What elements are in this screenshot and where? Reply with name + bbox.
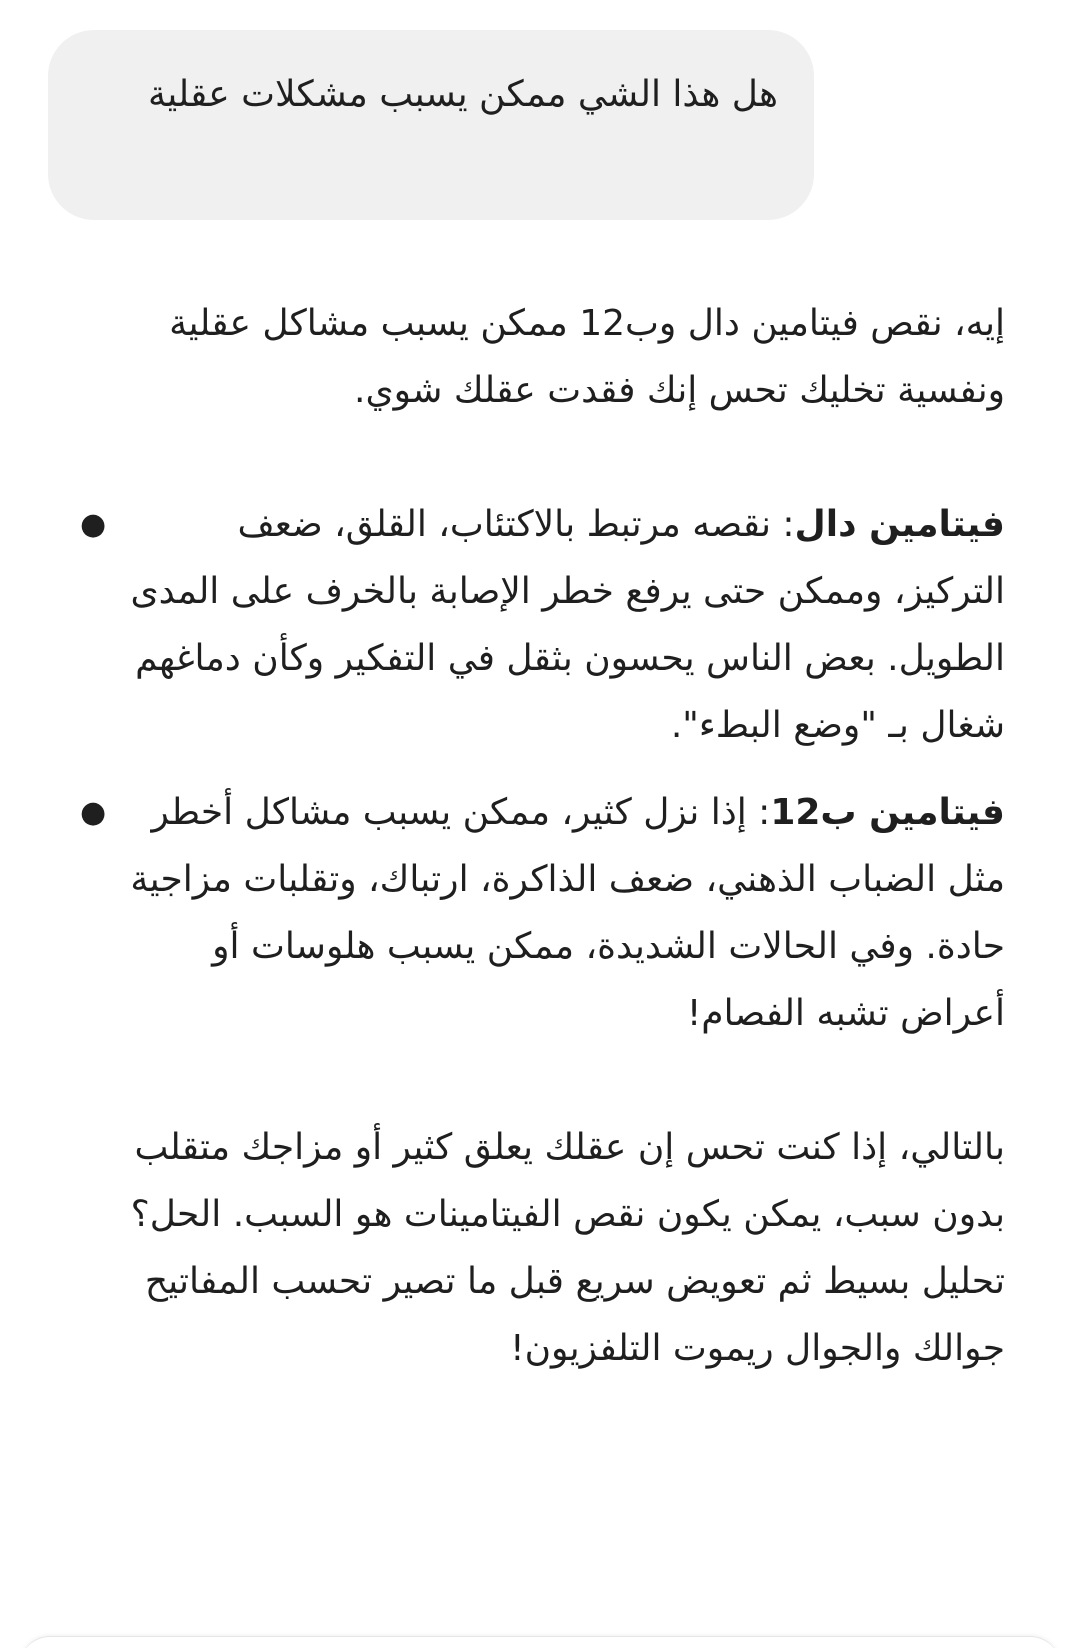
assistant-intro-paragraph: إيه، نقص فيتامين دال وب12 ممكن يسبب مشاكل عقلية ونفسية تخليك تحس إنك فقدت عقلك شوي.: [169, 303, 1005, 411]
assistant-conclusion-paragraph: بالتالي، إذا كنت تحس إن عقلك يعلق كثير أو مزاجك متقلب بدون سبب، يمكن يكون نقص الفيتامينات هو السبب. الحل؟ تحليل بسيط ثم تعويض سريع قبل ما تصير تحسب المفاتيح جوالك والجوال ريموت التلفزيون!: [130, 1127, 1005, 1369]
bullet-item-vitamin-b12: [80, 779, 1005, 1047]
bullet-item-vitamin-d: [80, 491, 1005, 759]
bullet-term: فيتامين دال: [794, 504, 1005, 545]
bullet-dot-icon: ●: [80, 507, 107, 542]
bullet-term: فيتامين ب12: [770, 792, 1005, 833]
bullet-dot-icon: ●: [80, 795, 107, 830]
bullet-text: : نقصه مرتبط بالاكتئاب، القلق، ضعف التركيز، وممكن حتى يرفع خطر الإصابة بالخرف على المدى الطويل. بعض الناس يحسون بثقل في التفكير وكأن دماغهم شغال بـ "وضع البطء".: [130, 504, 1005, 746]
assistant-message: [80, 290, 1005, 1382]
composer-edge: [20, 1636, 1060, 1648]
vitamin-bullet-list: [80, 491, 1005, 1047]
user-message-bubble: [48, 30, 814, 220]
bullet-text: : إذا نزل كثير، ممكن يسبب مشاكل أخطر مثل الضباب الذهني، ضعف الذاكرة، ارتباك، وتقلبات مزاجية حادة. وفي الحالات الشديدة، ممكن يسبب هلوسات أو أعراض تشبه الفصام!: [130, 792, 1005, 1034]
user-message-text: هل هذا الشي ممكن يسبب مشكلات عقلية: [147, 74, 778, 115]
